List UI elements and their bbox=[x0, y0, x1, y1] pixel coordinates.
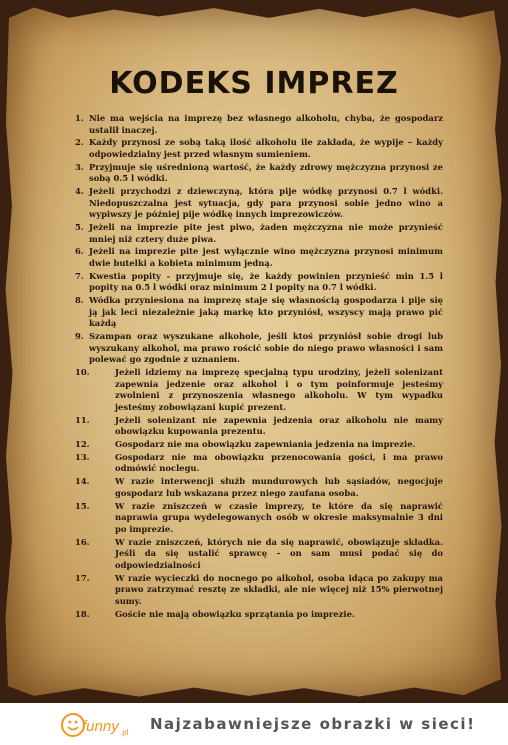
footer-tagline: Najzabawniejsze obrazki w sieci! bbox=[150, 715, 476, 733]
rule-item bbox=[75, 246, 443, 269]
rule-number: 12. bbox=[75, 439, 90, 450]
rule-text: Jeżeli idziemy na imprezę specjalną typu urodziny, jeżeli solenizant zapewnia jedzenie oraz alkohol i o tym poinformuje jesteśmy zwolnieni z przynoszenia własnego alkoholu. W tym wypadku jesteśmy zobowiązani kupić prezent. bbox=[115, 367, 443, 412]
rule-item bbox=[75, 537, 443, 572]
rule-item bbox=[75, 367, 443, 413]
rule-item bbox=[75, 501, 443, 536]
logo-text: funny bbox=[82, 718, 119, 735]
rule-text: Przyjmuje się uśrednioną wartość, że każdy zdrowy mężczyzna przynosi ze sobą 0.5 l wódki. bbox=[89, 161, 443, 184]
rule-item bbox=[75, 415, 443, 438]
rule-number: 17. bbox=[75, 572, 90, 583]
rule-number: 15. bbox=[75, 500, 90, 511]
rule-number: 9. bbox=[75, 331, 84, 342]
funny-logo-icon[interactable] bbox=[60, 709, 140, 739]
rules-list bbox=[75, 113, 443, 621]
footer-bar bbox=[0, 703, 508, 745]
rule-item bbox=[75, 573, 443, 608]
rule-text: W razie wycieczki do nocnego po alkohol, osoba idąca po zakupy ma prawo zatrzymać resztę ze składki, ale nie więcej niż 15% pierwotnej sumy. bbox=[115, 572, 443, 606]
rule-item bbox=[75, 186, 443, 221]
document-title: KODEKS IMPREZ bbox=[109, 66, 399, 101]
rule-item bbox=[75, 295, 443, 330]
rule-text: Goście nie mają obowiązku sprzątania po imprezie. bbox=[115, 608, 355, 619]
rule-item bbox=[75, 113, 443, 136]
rule-text: Jeżeli na imprezie pite jest piwo, żaden mężczyzna nie może przynieść mniej niż cztery duże piwa. bbox=[89, 222, 443, 244]
rule-text: Gospodarz nie ma obowiązku zapewniania jedzenia na imprezie. bbox=[115, 439, 416, 450]
rule-item bbox=[75, 137, 443, 160]
rule-text: W razie interwencji służb mundurowych lub sąsiadów, negocjuje gospodarz lub wskazana przez niego zaufana osoba. bbox=[115, 476, 443, 498]
rule-number: 11. bbox=[75, 414, 90, 425]
rule-number: 1. bbox=[75, 113, 84, 123]
rule-text: Jeżeli solenizant nie zapewnia jedzenia oraz alkoholu nie mamy obowiązku kupowania prezentu. bbox=[115, 414, 443, 437]
logo-suffix: .pl bbox=[120, 728, 129, 737]
rule-number: 13. bbox=[75, 451, 90, 462]
rule-number: 5. bbox=[75, 222, 84, 233]
rule-item bbox=[75, 476, 443, 499]
rule-text: Szampan oraz wyszukane alkohole, jeśli ktoś przyniósł sobie drogi lub wyszukany alkohol, ma prawo rościć sobie do niego prawo własności i sam polewać go zgodnie z uznaniem. bbox=[89, 331, 443, 365]
rule-item bbox=[75, 439, 443, 451]
rule-text: Gospodarz nie ma obowiązku przenocowania gości, i ma prawo odmówić noclegu. bbox=[115, 451, 443, 474]
rule-number: 14. bbox=[75, 476, 90, 487]
rule-item bbox=[75, 222, 443, 245]
rule-number: 8. bbox=[75, 295, 84, 306]
rule-text: W razie zniszczeń, których nie da się naprawić, obowiązuje składka. Jeśli da się ustalić sprawcę – on sam musi podać się do odpowiedzialności bbox=[115, 536, 443, 570]
rule-number: 4. bbox=[75, 186, 84, 197]
rule-item bbox=[75, 452, 443, 475]
rule-number: 3. bbox=[75, 161, 84, 172]
rule-text: Jeżeli na imprezie pite jest wyłącznie wino mężczyzna przynosi minimum dwie butelki a kobieta minimum jedną. bbox=[89, 246, 443, 269]
rule-text: Kwestia popity - przyjmuje się, że każdy powinien przynieść min 1.5 l popity na 0.5 l wódki oraz minimum 2 l popity na 0.7 l wódki. bbox=[89, 270, 443, 293]
rule-text: Każdy przynosi ze sobą taką ilość alkoholu ile zakłada, że wypije – każdy odpowiedzialny jest przed własnym sumieniem. bbox=[89, 137, 443, 159]
rule-number: 10. bbox=[75, 367, 90, 378]
rule-number: 18. bbox=[75, 608, 90, 619]
rule-item bbox=[75, 609, 443, 621]
rule-text: Wódka przyniesiona na imprezę staje się własnością gospodarza i pije się ją jak leci niezależnie jaką markę kto przyniósł, wszyscy mają prawo pić każdą bbox=[89, 295, 443, 329]
rule-number: 2. bbox=[75, 137, 84, 148]
rule-item bbox=[75, 162, 443, 185]
rule-item bbox=[75, 331, 443, 366]
rule-number: 6. bbox=[75, 246, 84, 257]
rule-item bbox=[75, 271, 443, 294]
rule-number: 16. bbox=[75, 536, 90, 547]
rule-number: 7. bbox=[75, 270, 84, 281]
rule-text: Nie ma wejścia na imprezę bez własnego alkoholu, chyba, że gospodarz ustalił inaczej. bbox=[89, 113, 443, 135]
rule-text: W razie zniszczeń w czasie imprezy, te które da się naprawić naprawia grupa wydelegowanych osób w okresie maksymalnie 3 dni po imprezie. bbox=[115, 500, 443, 534]
rule-text: Jeżeli przychodzi z dziewczyną, która pije wódkę przynosi 0.7 l wódki. Niedopuszczalna jest sytuacja, gdy para przynosi sobie jedno wino a wypiwszy je później pije wódkę innych imprezowiczów. bbox=[89, 186, 443, 220]
